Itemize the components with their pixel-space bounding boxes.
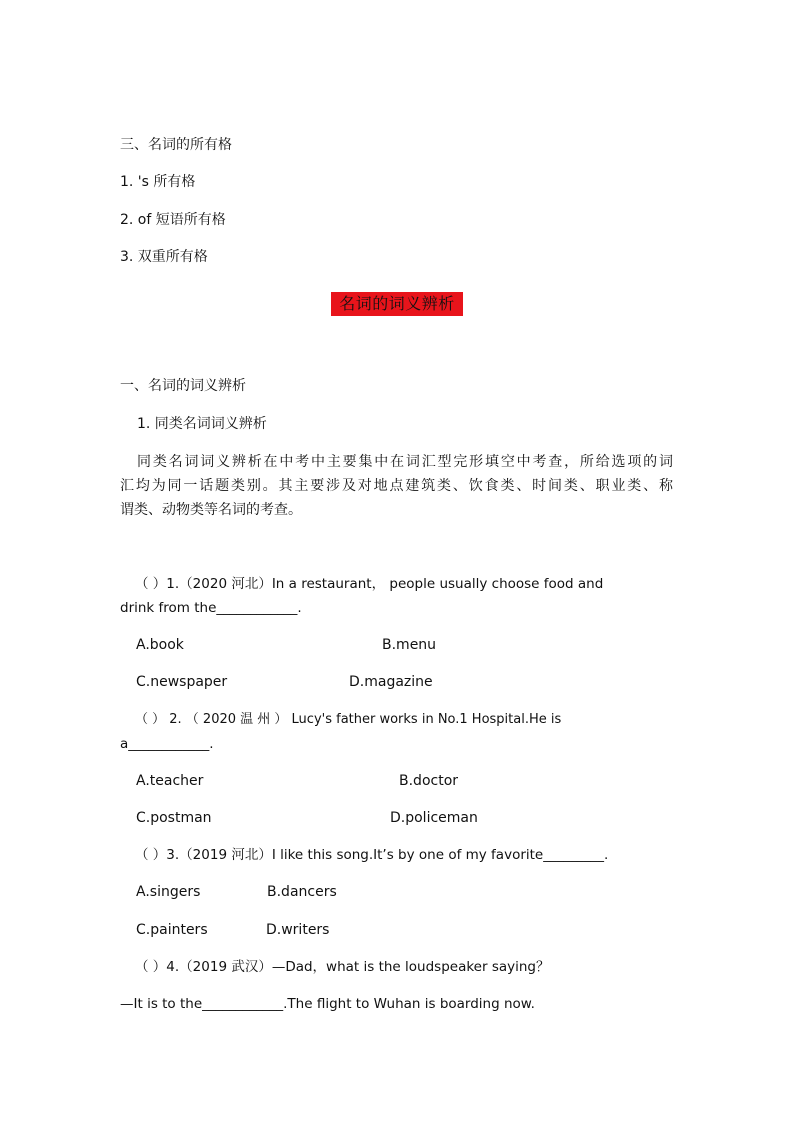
question-stem: （ ）1.（2020 河北）In a restaurant， people usually choose food and bbox=[135, 576, 604, 592]
question-stem: （ ） 2. （ 2020 温 州 ） Lucy's father works in No.1 Hospital.He is bbox=[135, 712, 562, 727]
option: A.book bbox=[136, 637, 184, 653]
paragraph-line: 谓类、动物类等名词的考查。 bbox=[120, 502, 302, 518]
option: A.teacher bbox=[136, 773, 204, 789]
option: C.newspaper bbox=[136, 674, 228, 690]
option: B.doctor bbox=[399, 773, 459, 789]
banner-title: 名词的词义辨析 bbox=[339, 294, 455, 313]
list-item: 2. of 短语所有格 bbox=[120, 212, 226, 228]
banner-title-highlight bbox=[331, 292, 463, 316]
option: B.menu bbox=[382, 637, 437, 653]
paragraph-line: 汇均为同一话题类别。其主要涉及对地点建筑类、饮食类、时间类、职业类、称 bbox=[120, 478, 673, 494]
question-stem: —It is to the____________.The flight to Wuhan is boarding now. bbox=[120, 996, 535, 1012]
list-item: 1. 's 所有格 bbox=[120, 174, 196, 190]
sub-heading: 1. 同类名词词义辨析 bbox=[137, 416, 267, 432]
list-item: 3. 双重所有格 bbox=[120, 249, 208, 265]
option: D.writers bbox=[266, 922, 330, 938]
question-stem: （ ）3.（2019 河北）I like this song.It’s by one of my favorite_________. bbox=[135, 847, 609, 863]
paragraph-line: 同类名词词义辨析在中考中主要集中在词汇型完形填空中考查，所给选项的词 bbox=[137, 454, 673, 470]
question-stem: （ ）4.（2019 武汉）—Dad，what is the loudspeaker saying？ bbox=[135, 959, 550, 975]
section-heading: 一、名词的词义辨析 bbox=[120, 378, 246, 394]
option: D.policeman bbox=[390, 810, 478, 826]
option: C.painters bbox=[136, 922, 208, 938]
option: C.postman bbox=[136, 810, 212, 826]
question-stem: drink from the____________. bbox=[120, 600, 302, 616]
option: B.dancers bbox=[267, 884, 337, 900]
option: D.magazine bbox=[349, 674, 433, 690]
question-stem: a____________. bbox=[120, 736, 214, 752]
section-heading: 三、名词的所有格 bbox=[120, 137, 232, 153]
option: A.singers bbox=[136, 884, 201, 900]
